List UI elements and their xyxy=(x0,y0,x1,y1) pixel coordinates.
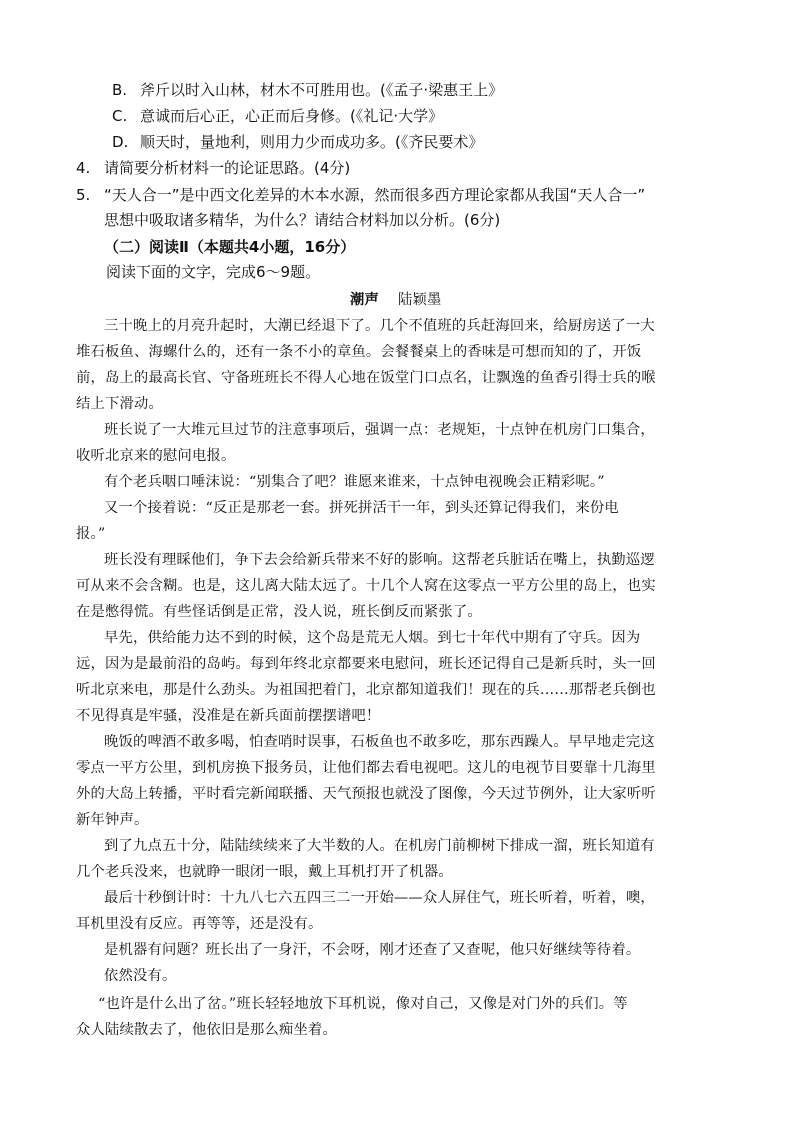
story-line: 是机器有问题？班长出了一身汗，不会呀，刚才还查了又查呢，他只好继续等待着。 xyxy=(104,942,641,958)
option-b-letter: B. xyxy=(112,81,128,99)
story-line: 有个老兵咽口唾沫说：“别集合了吧？谁愿来谁来，十点钟电视晚会正精彩呢。” xyxy=(104,474,605,490)
story-line: 耳机里没有反应。再等等，还是没有。 xyxy=(76,916,323,932)
story-line: 零点一平方公里，到机房换下报务员，让他们都去看电视吧。这儿的电视节目要靠十几海里 xyxy=(76,760,656,776)
story-line: 三十晚上的月亮升起时，大潮已经退下了。几个不值班的兵赶海回来，给厨房送了一大 xyxy=(104,318,655,334)
question-5-number: 5. xyxy=(76,186,91,204)
question-5-line2: 思想中吸取诸多精华，为什么？请结合材料加以分析。(6分) xyxy=(104,211,501,229)
story-line: 班长没有理睬他们，争下去会给新兵带来不好的影响。这帮老兵脏话在嘴上，执勤巡逻 xyxy=(104,552,655,568)
story-line: 早先，供给能力达不到的时候，这个岛是荒无人烟。到七十年代中期有了守兵。因为 xyxy=(104,630,641,646)
story-line: 收听北京来的慰问电报。 xyxy=(76,448,236,464)
story-line: 听北京来电，那是什么劲头。为祖国把着门，北京都知道我们！现在的兵……那帮老兵倒也 xyxy=(76,682,656,698)
story-line: 堆石板鱼、海螺什么的，还有一条不小的章鱼。会餐餐桌上的香味是可想而知的了，开饭 xyxy=(76,344,642,360)
story-line: 外的大岛上转播，平时看完新闻联播、天气预报也就没了图像，今天过节例外，让大家听听 xyxy=(76,786,656,802)
story-line: 晚饭的啤酒不敢多喝，怕查哨时误事，石板鱼也不敢多吃，那东西躁人。早早地走完这 xyxy=(104,734,655,750)
story-line: 又一个接着说：“反正是那老一套。拼死拼活干一年，到头还算记得我们，来份电 xyxy=(104,500,619,516)
story-line: 结上下滑动。 xyxy=(76,396,163,412)
story-line: 报。” xyxy=(76,526,106,542)
option-b-text: 斧斤以时入山林，材木不可胜用也。(《孟子·梁惠王上》 xyxy=(140,81,504,99)
question-4-text: 请简要分析材料一的论证思路。(4分) xyxy=(104,159,351,177)
option-d-letter: D. xyxy=(112,133,129,151)
story-line: 最后十秒倒计时：十九八七六五四三二一开始——众人屏住气，班长听着，听着，噢， xyxy=(104,890,655,906)
story-line: 班长说了一大堆元旦过节的注意事项后，强调一点：老规矩，十点钟在机房门口集合， xyxy=(104,422,655,438)
option-c-text: 意诚而后心正，心正而后身修。(《礼记·大学》 xyxy=(140,107,444,125)
question-5-line1: “天人合一”是中西文化差异的木本水源，然而很多西方理论家都从我国“天人合一” xyxy=(104,186,646,204)
section-instruction: 阅读下面的文字，完成6～9题。 xyxy=(106,263,321,281)
question-4-number: 4. xyxy=(76,159,91,177)
option-d-text: 顺天时，量地利，则用力少而成功多。(《齐民要术》 xyxy=(140,133,484,151)
story-line: 到了九点五十分，陆陆续续来了大半数的人。在机房门前柳树下排成一溜，班长知道有 xyxy=(104,838,655,854)
story-line: 新年钟声。 xyxy=(76,812,149,828)
story-title: 潮声 xyxy=(350,292,379,308)
story-line: “也许是什么出了岔。”班长轻轻地放下耳机说，像对自己，又像是对门外的兵们。等 xyxy=(98,996,628,1012)
story-line: 众人陆续散去了，他依旧是那么痴坐着。 xyxy=(76,1022,337,1038)
story-line: 可从来不会含糊。也是，这儿离大陆太远了。十几个人窝在这零点一平方公里的岛上，也实 xyxy=(76,578,656,594)
story-line: 几个老兵没来，也就睁一眼闭一眼，戴上耳机打开了机器。 xyxy=(76,864,453,880)
story-line: 远，因为是最前沿的岛屿。每到年终北京都要来电慰问，班长还记得自己是新兵时，头一回 xyxy=(76,656,656,672)
story-line: 依然没有。 xyxy=(104,968,177,984)
story-author: 陆颖墨 xyxy=(398,292,442,308)
story-line: 在是憋得慌。有些怪话倒是正常，没人说，班长倒反而紧张了。 xyxy=(76,604,482,620)
story-line: 前，岛上的最高长官、守备班班长不得人心地在饭堂门口点名，让飘逸的鱼香引得士兵的喉 xyxy=(76,370,656,386)
option-c-letter: C. xyxy=(112,107,128,125)
section-heading: （二）阅读Ⅱ（本题共4小题，16分） xyxy=(104,238,356,256)
story-line: 不见得真是牢骚，没准是在新兵面前摆摆谱吧！ xyxy=(76,708,381,724)
